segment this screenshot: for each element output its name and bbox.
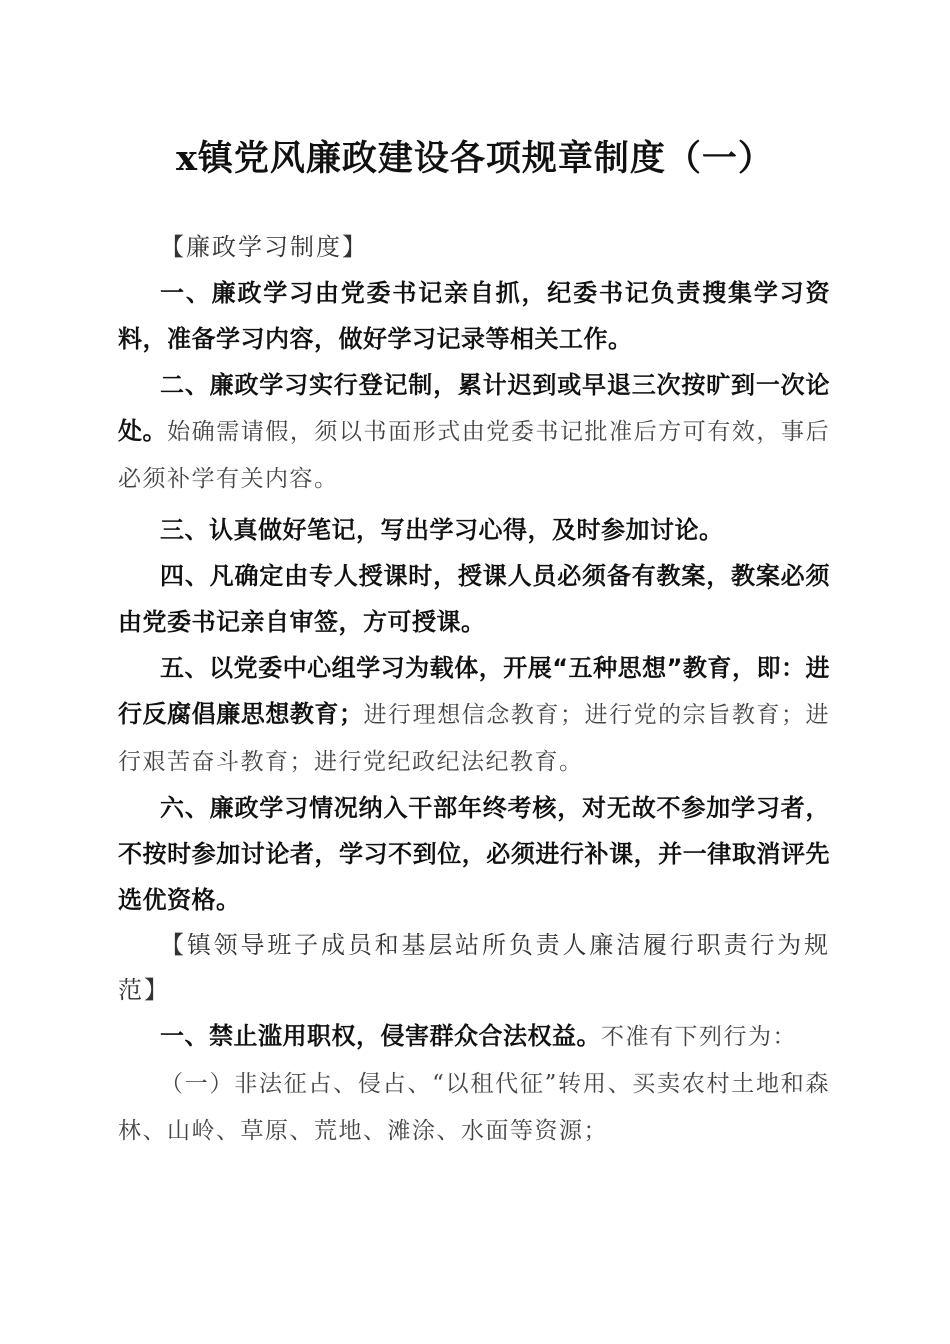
study-rule-2 — [118, 362, 830, 502]
study-rule-3 — [118, 507, 830, 553]
conduct-rule-1-detail: 不准有下列行为： — [601, 1024, 797, 1050]
document-title: x镇党风廉政建设各项规章制度（一） — [176, 138, 774, 179]
study-rule-5 — [118, 645, 830, 785]
study-rule-5-main: 五、以党委中心组学习为载体，开展“五种思想”教育，即：进行反腐倡廉思想教育； — [118, 654, 830, 728]
study-rule-4-text: 四、凡确定由专人授课时，授课人员必须备有教案，教案必须由党委书记亲自审签，方可授课。 — [118, 562, 830, 636]
document-body — [118, 225, 830, 1154]
conduct-rule-1-main: 一、禁止滥用职权，侵害群众合法权益。 — [160, 1022, 601, 1050]
conduct-item-1 — [118, 1060, 830, 1154]
study-rule-2-detail: 始确需请假，须以书面形式由党委书记批准后方可有效，事后必须补学有关内容。 — [118, 419, 831, 492]
conduct-rule-1 — [118, 1013, 830, 1060]
study-rule-1-text: 一、廉政学习由党委书记亲自抓，纪委书记负责搜集学习资料，准备学习内容，做好学习记录等相关工作。 — [118, 279, 830, 353]
conduct-item-1-text: （一）非法征占、侵占、“以租代征”转用、买卖农村土地和森林、山岭、草原、荒地、滩涂、水面等资源； — [118, 1071, 830, 1144]
section-heading-study: 【廉政学习制度】 — [160, 233, 368, 261]
section-heading-conduct: 【镇领导班子成员和基层站所负责人廉洁履行职责行为规范】 — [118, 931, 830, 1004]
study-rule-4 — [118, 553, 830, 645]
study-rule-2-main: 二、廉政学习实行登记制，累计迟到或早退三次按旷到一次论处。 — [118, 371, 830, 445]
study-rule-5-detail: 进行理想信念教育；进行党的宗旨教育；进行艰苦奋斗教育；进行党纪政纪法纪教育。 — [118, 702, 831, 775]
study-rule-1 — [118, 270, 830, 362]
study-rule-6 — [118, 785, 830, 923]
study-rule-6-text: 六、廉政学习情况纳入干部年终考核，对无故不参加学习者，不按时参加讨论者，学习不到位，必须进行补课，并一律取消评先选优资格。 — [118, 794, 830, 914]
study-rule-3-text: 三、认真做好笔记，写出学习心得，及时参加讨论。 — [160, 516, 724, 544]
